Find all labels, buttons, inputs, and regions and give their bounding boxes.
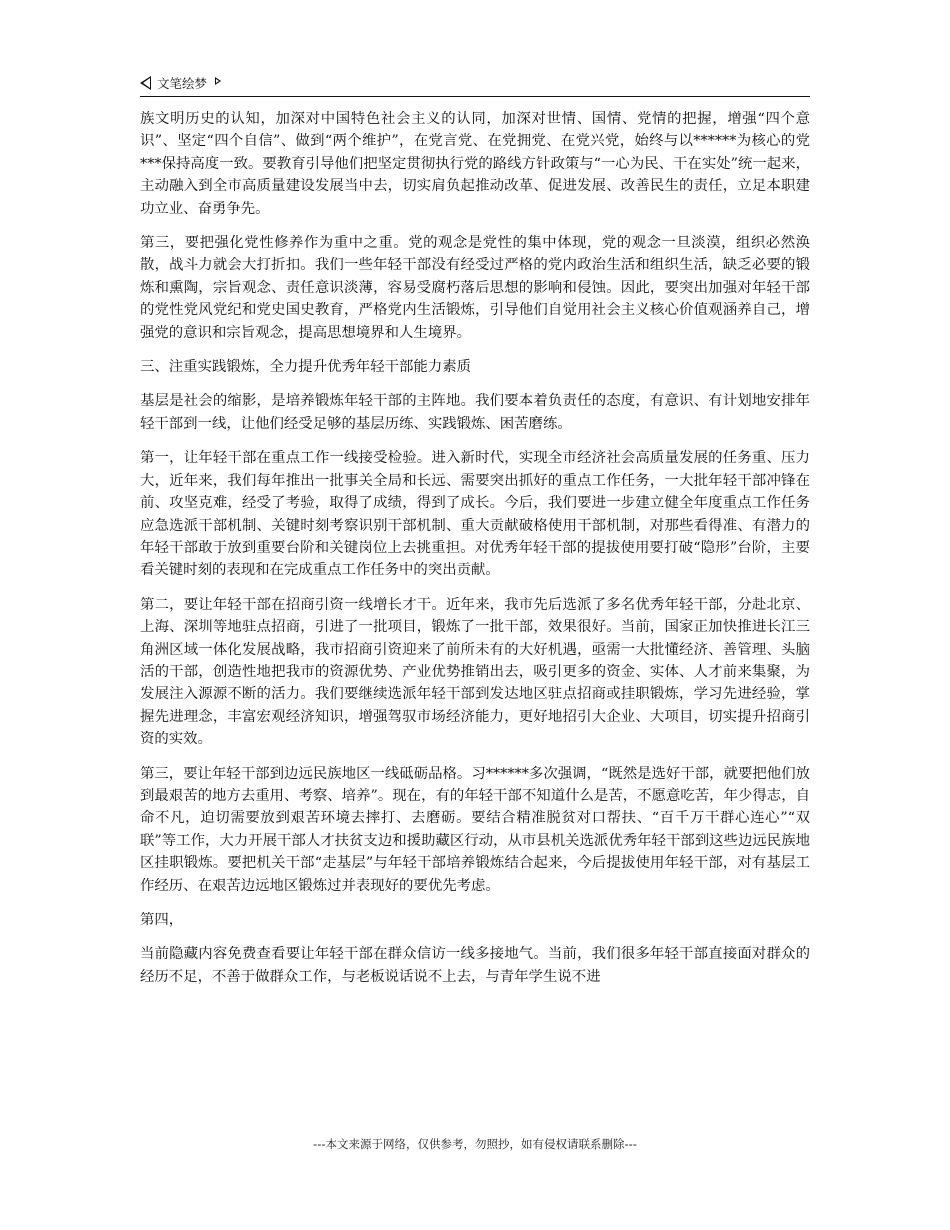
- page-footer: ---本文来源于网络，仅供参考，勿照抄，如有侵权请联系删除---: [313, 1137, 637, 1151]
- paragraph: 第一，让年轻干部在重点工作一线接受检验。进入新时代，实现全市经济社会高质量发展的任务重、压力大，近年来，我们每年推出一批事关全局和长远、需要突出抓好的重点工作任务，一大批年轻干部冲锋在前、攻坚克难，经受了考验，取得了成绩，得到了成长。今后，我们要进一步建立健全年度重点工作任务应急选派干部机制、关键时刻考察识别干部机制、重大贡献破格使用干部机制，对那些看得准、有潜力的年轻干部敢于放到重要台阶和关键岗位上去挑重担。对优秀年轻干部的提拔使用要打破“隐形”台阶，主要看关键时刻的表现和在完成重点工作任务中的突出贡献。: [140, 450, 810, 579]
- paragraph: 第四，: [140, 912, 184, 928]
- triangle-right-icon: [215, 77, 221, 85]
- paragraph: 当前隐藏内容免费查看要让年轻干部在群众信访一线多接地气。当前，我们很多年轻干部直接面对群众的经历不足，不善于做群众工作，与老板说话说不上去，与青年学生说不进: [140, 946, 810, 985]
- paragraph: 第二，要让年轻干部在招商引资一线增长才干。近年来，我市先后选派了多名优秀年轻干部，分赴北京、上海、深圳等地驻点招商，引进了一批项目，锻炼了一批干部，效果很好。当前，国家正加快推进长江三角洲区域一体化发展战略，我市招商引资迎来了前所未有的大好机遇，亟需一大批懂经济、善管理、头脑活的干部，创造性地把我市的资源优势、产业优势推销出去，吸引更多的资金、实体、人才前来集聚，为发展注入源源不断的活力。我们要继续选派年轻干部到发达地区驻点招商或挂职锻炼，学习先进经验，掌握先进理念，丰富宏观经济知识，增强驾驭市场经济能力，更好地招引大企业、大项目，切实提升招商引资的实效。: [140, 596, 810, 748]
- section-heading: 三、注重实践锻炼，全力提升优秀年轻干部能力素质: [140, 359, 471, 376]
- paragraph: 族文明历史的认知，加深对中国特色社会主义的认同，加深对世情、国情、党情的把握，增强“四个意识”、坚定“四个自信”、做到“两个维护”，在党言党、在党拥党、在党兴党，始终与以******为核心的党***保持高度一致。要教育引导他们把坚定贯彻执行党的路线方针政策与“一心为民、干在实处”统一起来，主动融入到全市高质量建设发展当中去，切实肩负起推动改革、促进发展、改善民生的责任，立足本职建功立业、奋勇争先。: [140, 111, 810, 217]
- header-title: 文笔绘梦: [157, 76, 208, 91]
- page-header: [140, 70, 810, 97]
- paragraph: 第三，要把强化党性修养作为重中之重。党的观念是党性的集中体现，党的观念一旦淡漠，组织必然涣散，战斗力就会大打折扣。我们一些年轻干部没有经受过严格的党内政治生活和组织生活，缺乏必要的锻炼和熏陶，宗旨观念、责任意识淡薄，容易受腐朽落后思想的影响和侵蚀。因此，要突出加强对年轻干部的党性党风党纪和党史国史教育，严格党内生活锻炼，引导他们自觉用社会主义核心价值观涵养自己，增强党的意识和宗旨观念，提高思想境界和人生境界。: [140, 235, 810, 341]
- triangle-left-icon: [140, 76, 151, 90]
- paragraph: 基层是社会的缩影，是培养锻炼年轻干部的主阵地。我们要本着负责任的态度，有意识、有计划地安排年轻干部到一线，让他们经受足够的基层历练、实践锻炼、困苦磨练。: [140, 393, 810, 432]
- paragraph: 第三，要让年轻干部到边远民族地区一线砥砺品格。习******多次强调，“既然是选好干部，就要把他们放到最艰苦的地方去重用、考察、培养”。现在，有的年轻干部不知道什么是苦，不愿意吃苦，年少得志，自命不凡，迫切需要放到艰苦环境去摔打、去磨砺。要结合精准脱贫对口帮扶、“百千万干群心连心”“双联”等工作，大力开展干部人才扶贫支边和援助藏区行动，从市县机关选派优秀年轻干部到这些边远民族地区挂职锻炼。要把机关干部“走基层”与年轻干部培养锻炼结合起来，今后提拔使用年轻干部，对有基层工作经历、在艰苦边远地区锻炼过并表现好的要优先考虑。: [140, 765, 810, 894]
- document-body: [140, 108, 810, 1000]
